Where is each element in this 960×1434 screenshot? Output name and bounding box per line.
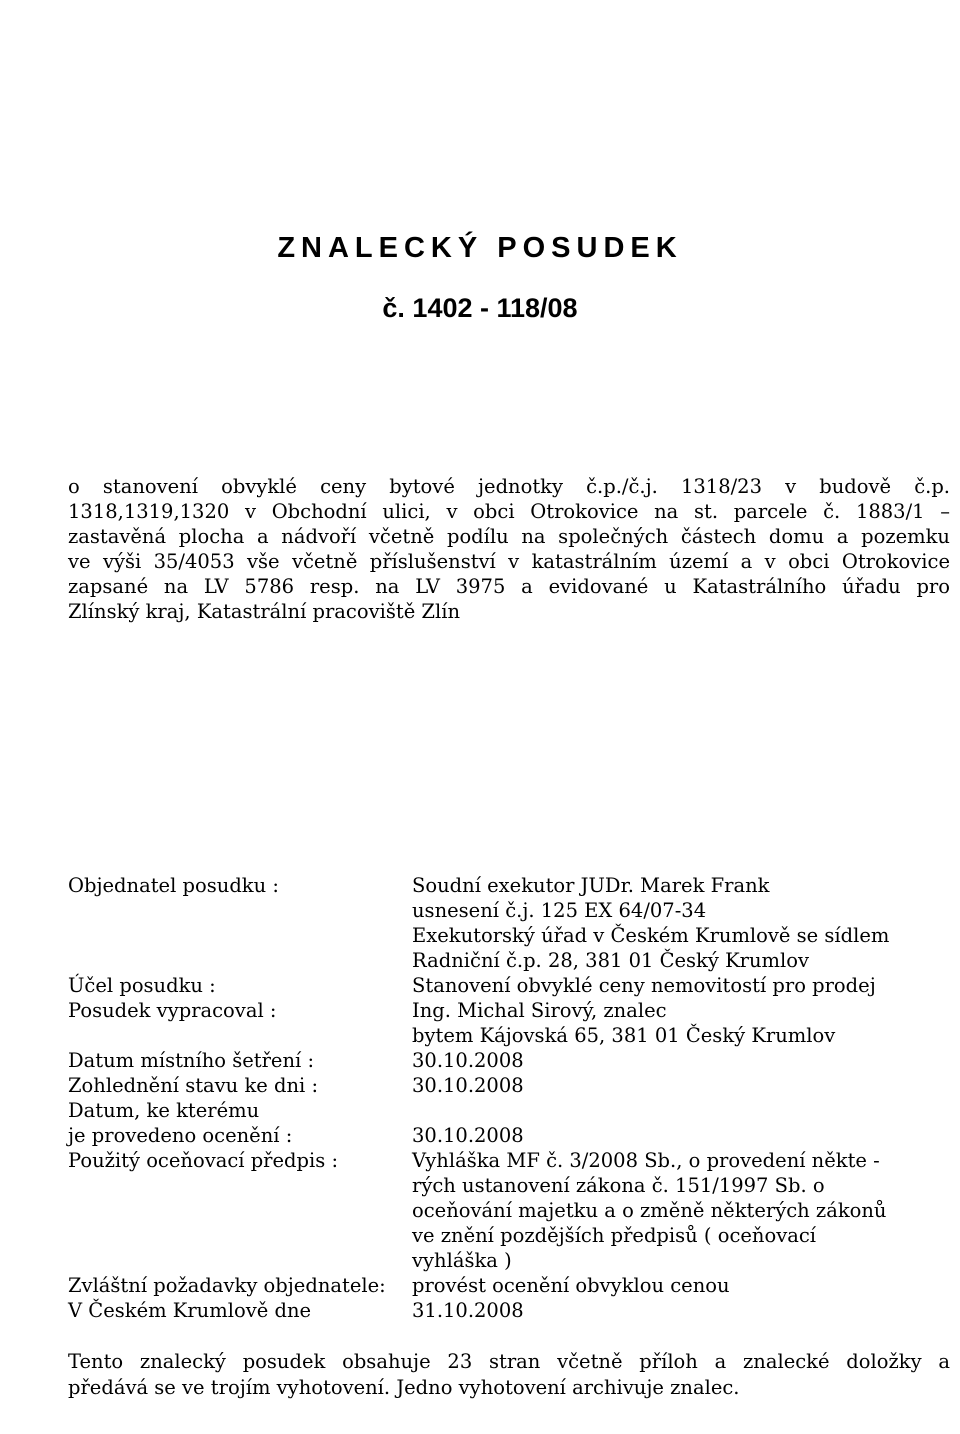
special-label: Zvláštní požadavky objednatele: [68, 1274, 386, 1297]
subject-line: Zlínský kraj, Katastrální pracoviště Zlín [68, 600, 461, 623]
regulation-label: Použitý oceňovací předpis : [68, 1149, 339, 1172]
subject-line: ve výši 35/4053 vše včetně příslušenství v katastrálním území a v obci Otrokovice [68, 550, 950, 573]
regulation-line: oceňování majetku a o změně některých zákonů [412, 1199, 887, 1222]
place-value: 31.10.2008 [412, 1299, 524, 1322]
subject-line: zapsané na LV 5786 resp. na LV 3975 a evidované u Katastrálního úřadu pro [68, 575, 950, 598]
subject-line: 1318,1319,1320 v Obchodní ulici, v obci Otrokovice na st. parcele č. 1883/1 – [68, 500, 950, 523]
client-line: usnesení č.j. 125 EX 64/07-34 [412, 899, 707, 922]
purpose-row [68, 973, 948, 998]
purpose-label: Účel posudku : [68, 974, 216, 997]
inspection-row [68, 1048, 948, 1073]
valuation-label-row [68, 1098, 948, 1123]
author-label: Posudek vypracoval : [68, 999, 277, 1022]
client-line: Exekutorský úřad v Českém Krumlově se sídlem [412, 924, 890, 947]
document-number: č. 1402 - 118/08 [382, 293, 578, 323]
place-label: V Českém Krumlově dne [68, 1299, 312, 1322]
state-row [68, 1073, 948, 1098]
regulation-line: vyhláška ) [412, 1249, 512, 1272]
regulation-value [412, 1148, 932, 1273]
author-value [412, 998, 932, 1048]
state-value: 30.10.2008 [412, 1074, 524, 1097]
author-line: bytem Kájovská 65, 381 01 Český Krumlov [412, 1024, 836, 1047]
author-line: Ing. Michal Sirový, znalec [412, 999, 667, 1022]
closing-paragraph [68, 1349, 950, 1401]
document-title: ZNALECKÝ POSUDEK [277, 232, 683, 264]
regulation-line: ve znění pozdějších předpisů ( oceňovací [412, 1224, 817, 1247]
closing-line: Tento znalecký posudek obsahuje 23 stran včetně příloh a znalecké doložky a [68, 1350, 950, 1373]
client-value [412, 873, 932, 973]
special-value: provést ocenění obvyklou cenou [412, 1274, 730, 1297]
client-line: Radniční č.p. 28, 381 01 Český Krumlov [412, 949, 810, 972]
subject-line: zastavěná plocha a nádvoří včetně podílu na společných částech domu a pozemku [68, 525, 950, 548]
purpose-value: Stanovení obvyklé ceny nemovitostí pro prodej [412, 974, 876, 997]
client-row [68, 873, 948, 973]
client-label: Objednatel posudku : [68, 874, 279, 897]
closing-line: předává se ve trojím vyhotovení. Jedno vyhotovení archivuje znalec. [68, 1376, 740, 1399]
regulation-line: Vyhláška MF č. 3/2008 Sb., o provedení někte - [412, 1149, 880, 1172]
regulation-row [68, 1148, 948, 1273]
client-line: Soudní exekutor JUDr. Marek Frank [412, 874, 770, 897]
inspection-value: 30.10.2008 [412, 1049, 524, 1072]
state-label: Zohlednění stavu ke dni : [68, 1074, 319, 1097]
subject-paragraph [68, 474, 950, 624]
author-row [68, 998, 948, 1048]
regulation-line: rých ustanovení zákona č. 151/1997 Sb. o [412, 1174, 825, 1197]
valuation-label-second: je provedeno ocenění : [68, 1124, 293, 1147]
place-row [68, 1298, 948, 1323]
special-row [68, 1273, 948, 1298]
valuation-row [68, 1123, 948, 1148]
valuation-label-first: Datum, ke kterému [68, 1099, 260, 1122]
details-section [68, 873, 948, 1323]
inspection-label: Datum místního šetření : [68, 1049, 315, 1072]
valuation-value: 30.10.2008 [412, 1124, 524, 1147]
subject-line: o stanovení obvyklé ceny bytové jednotky č.p./č.j. 1318/23 v budově č.p. [68, 475, 950, 498]
